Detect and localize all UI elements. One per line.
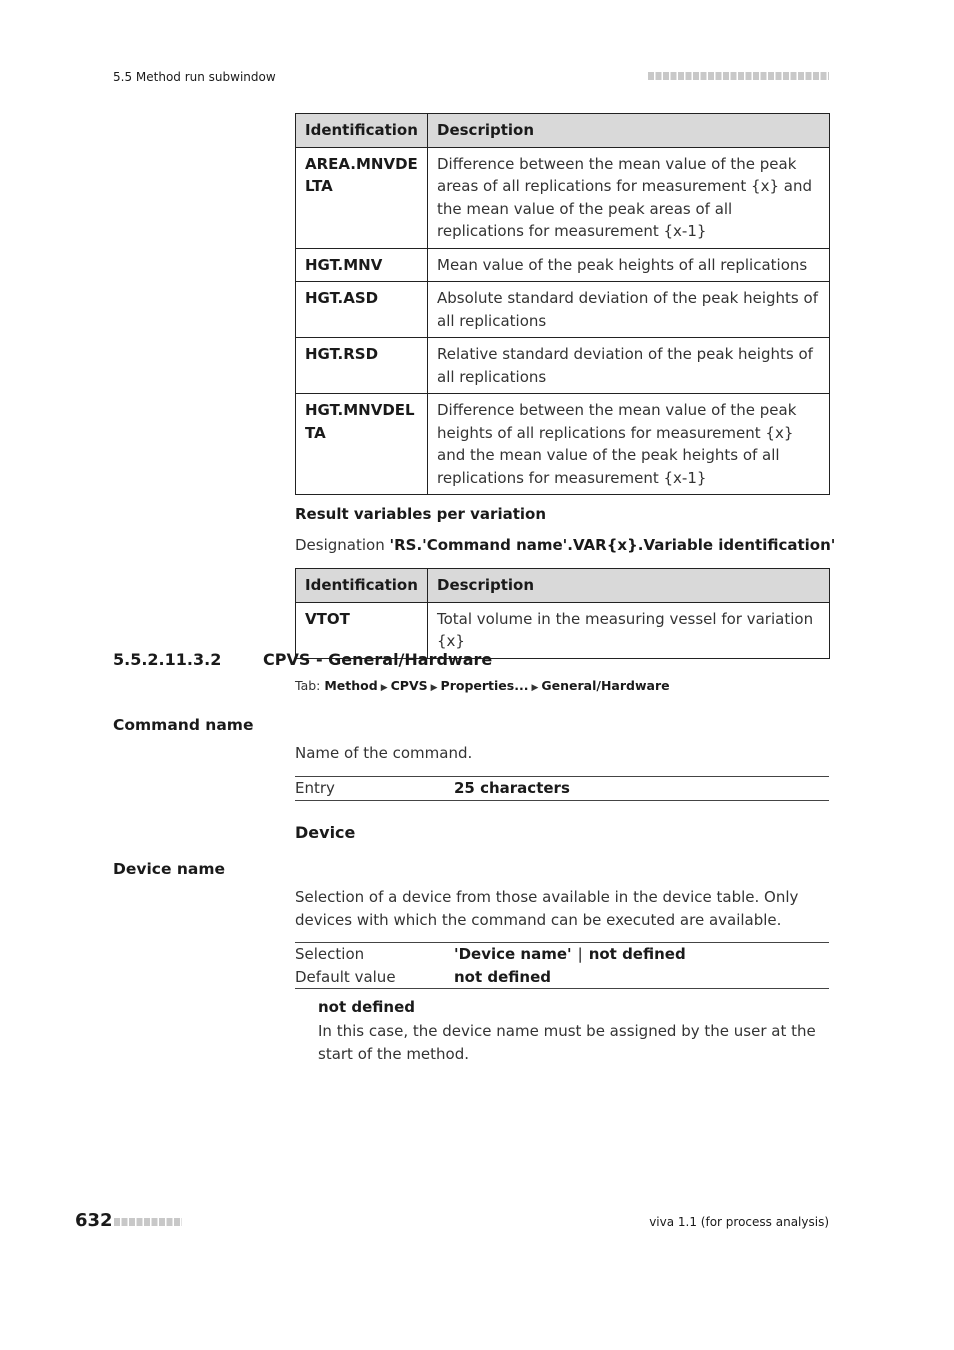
breadcrumb-item-method: Method [324,678,378,693]
variable-description: Mean value of the peak heights of all replications [428,248,830,282]
table-row [296,282,830,338]
property-row-entry [295,777,829,800]
property-label: Selection [295,945,365,963]
page-number: 632 [75,1210,113,1231]
separator: | [577,945,583,963]
designation-value: 'RS.'Command name'.VAR{x}.Variable identification' [389,536,836,554]
option-title: not defined [318,998,415,1016]
device-group-heading: Device [295,823,356,842]
variable-description: Difference between the mean value of the peak heights of all replications for measurement {x} and the mean value of the peak heights of all replications for measurement {x-1} [428,394,830,495]
variables-table [295,113,830,495]
column-header-identification: Identification [296,569,428,603]
column-header-identification: Identification [296,114,428,148]
variable-description: Absolute standard deviation of the peak heights of all replications [428,282,830,338]
result-variables-heading: Result variables per variation [295,505,547,523]
breadcrumb-item-cpvs: CPVS [390,678,428,693]
property-value: not defined [454,967,551,986]
property-row-selection [295,943,829,966]
table-row [296,338,830,394]
breadcrumb-item-properties: Properties... [440,678,529,693]
variable-description: Total volume in the measuring vessel for variation {x} [428,602,830,658]
command-name-description: Name of the command. [295,744,473,762]
variable-id: VTOT [296,602,428,658]
property-value: 25 characters [454,779,570,797]
command-name-properties [295,776,829,801]
header-decoration [648,72,829,80]
property-label: Entry [295,779,335,797]
table-header-row [296,114,830,148]
section-title: CPVS - General/Hardware [263,650,493,669]
device-name-properties [295,942,829,989]
property-label: Default value [295,967,396,986]
column-header-description: Description [428,114,830,148]
variable-description: Difference between the mean value of the peak areas of all replications for measurement {x} and the mean value of the peak areas of all replications for measurement {x-1} [428,147,830,248]
breadcrumb-item-general-hardware: General/Hardware [541,678,670,693]
variation-variables-table [295,568,830,659]
property-value: not defined [588,945,686,963]
variable-description: Relative standard deviation of the peak heights of all replications [428,338,830,394]
triangle-right-icon: ▶ [430,683,438,693]
column-header-description: Description [428,569,830,603]
variable-id: HGT.MNV [296,248,428,282]
section-number: 5.5.2.11.3.2 [113,650,222,669]
property-value: 'Device name' [454,945,572,963]
property-row-default [295,966,829,989]
tab-label: Tab: [295,678,321,693]
product-name: viva 1.1 (for process analysis) [649,1215,829,1229]
running-header-section: 5.5 Method run subwindow [113,70,276,84]
device-name-description: Selection of a device from those available in the device table. Only devices with which the command can be executed are available. [295,888,799,929]
tab-breadcrumb [295,678,670,693]
table-row [296,248,830,282]
triangle-right-icon: ▶ [531,683,539,693]
command-name-heading: Command name [113,716,254,734]
designation-line [295,536,835,554]
device-name-heading: Device name [113,860,226,878]
table-header-row [296,569,830,603]
designation-label: Designation [295,536,385,554]
variable-id: HGT.ASD [296,282,428,338]
footer-decoration [114,1218,182,1226]
table-row [296,394,830,495]
variable-id: HGT.RSD [296,338,428,394]
table-row [296,147,830,248]
triangle-right-icon: ▶ [380,683,388,693]
variable-id: HGT.MNVDELTA [296,394,428,495]
variable-id: AREA.MNVDELTA [296,147,428,248]
option-description: In this case, the device name must be assigned by the user at the start of the method. [318,1022,816,1063]
